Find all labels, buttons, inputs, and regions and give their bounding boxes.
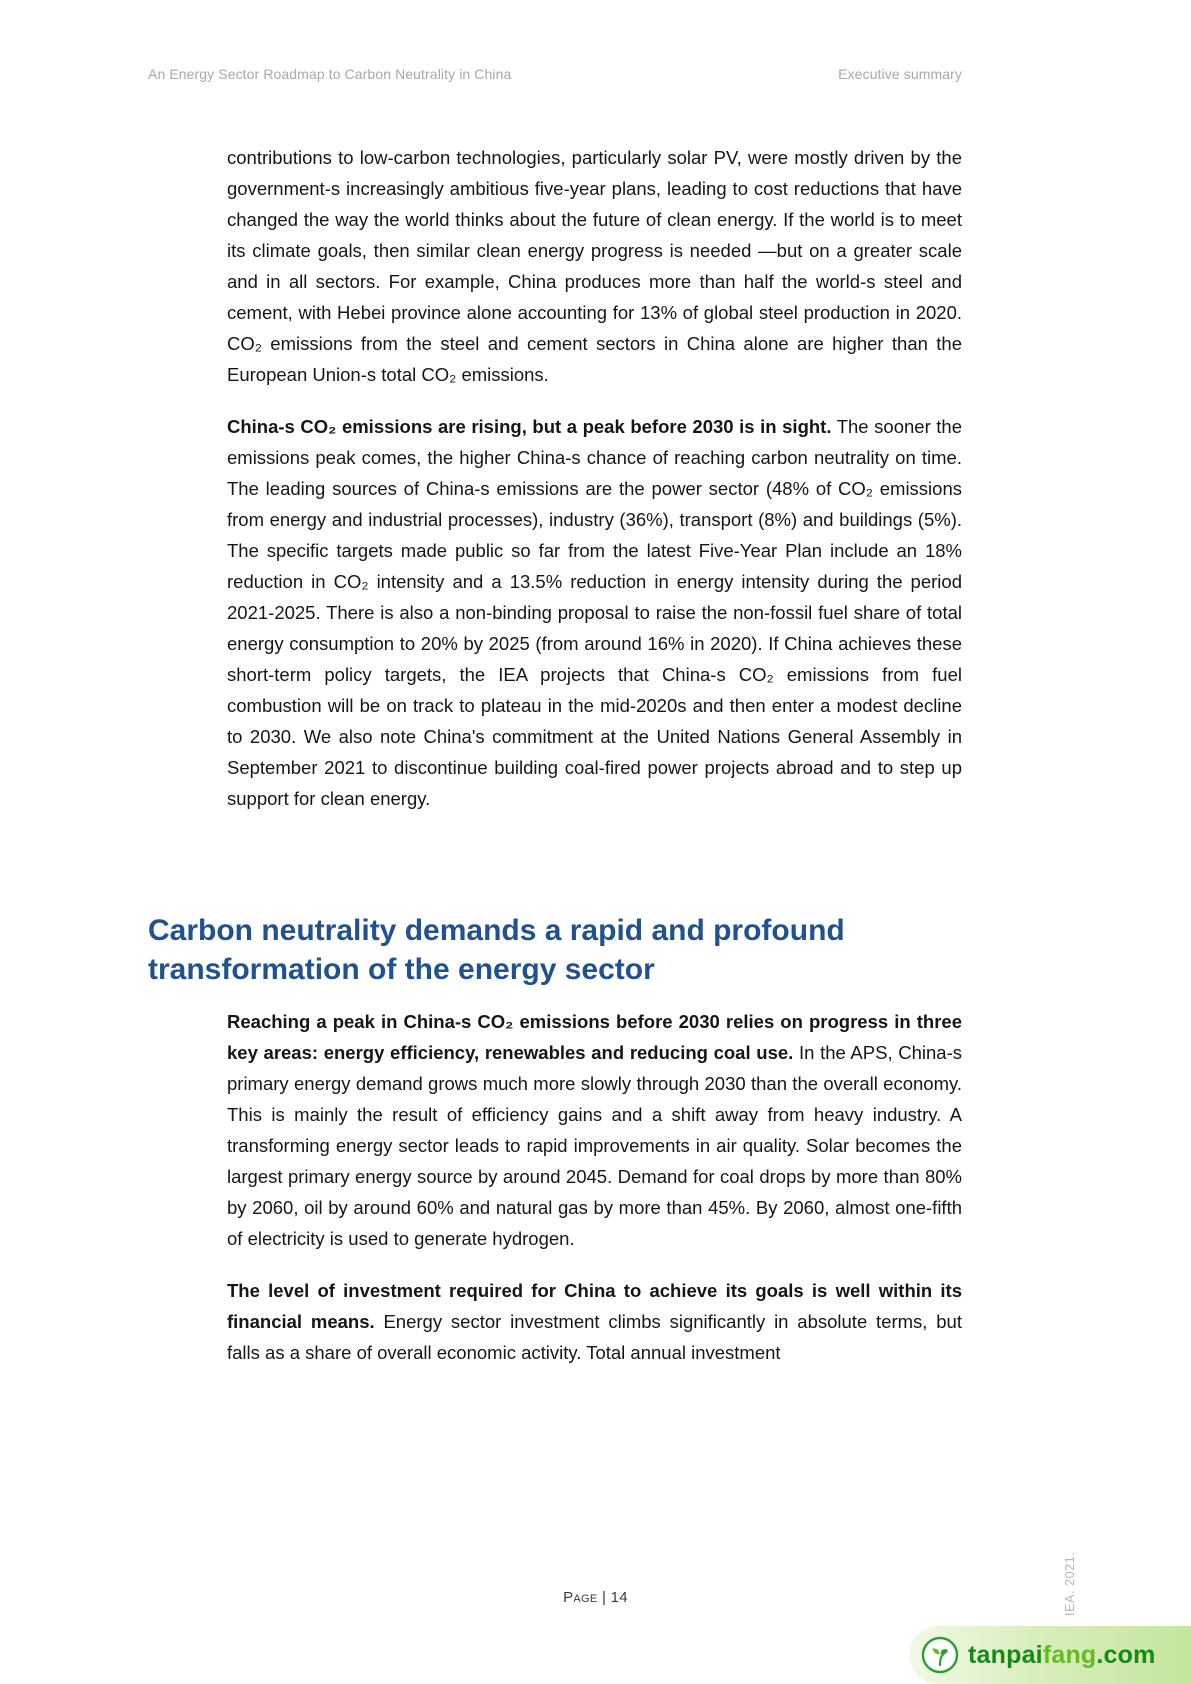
paragraph-bold-lead: The level of investment required for China to achieve its goals is well within its financial means.	[227, 1280, 962, 1332]
copyright-sidenote: IEA. 2021.	[1063, 1551, 1077, 1616]
paragraph-bold-lead: China-s CO₂ emissions are rising, but a peak before 2030 is in sight.	[227, 416, 832, 437]
paragraph-continuation	[227, 142, 962, 390]
watermark-site-text	[968, 1641, 1156, 1670]
watermark-text-part: .com	[1096, 1640, 1156, 1669]
page-number-footer: Page | 14	[563, 1589, 628, 1606]
paragraph-text: Energy sector investment climbs significantly in absolute terms, but falls as a share of overall economic activity. Total annual investment	[227, 1311, 962, 1363]
sprout-leaf-icon	[921, 1636, 959, 1674]
paragraph-investment	[227, 1275, 962, 1368]
paragraph-text: In the APS, China-s primary energy demand grows much more slowly through 2030 than the overall economy. This is mainly the result of efficiency gains and a shift away from heavy industry. A transforming energy sector leads to rapid improvements in air quality. Solar becomes the largest primary energy source by around 2045. Demand for coal drops by more than 80% by 2060, oil by around 60% and natural gas by more than 45%. By 2060, almost one-fifth of electricity is used to generate hydrogen.	[227, 1042, 963, 1249]
section-heading: Carbon neutrality demands a rapid and profound transformation of the energy sector	[148, 914, 845, 986]
text-column	[148, 142, 963, 1389]
watermark-text-part: fang	[1042, 1640, 1097, 1669]
paragraph-bold-lead: Reaching a peak in China-s CO₂ emissions before 2030 relies on progress in three key areas: energy efficiency, renewables and reducing coal use.	[227, 1011, 962, 1063]
header-section-title: Executive summary	[838, 66, 962, 82]
paragraph-emissions-peak	[227, 411, 962, 814]
paragraph-three-key-areas	[227, 1006, 962, 1254]
page-header	[148, 66, 962, 82]
header-document-title: An Energy Sector Roadmap to Carbon Neutrality in China	[148, 66, 512, 82]
paragraph-text: The sooner the emissions peak comes, the higher China-s chance of reaching carbon neutrality on time. The leading sources of China-s emissions are the power sector (48% of CO₂ emissions from energy and industrial processes), industry (36%), transport (8%) and buildings (5%). The specific targets made public so far from the latest Five-Year Plan include an 18% reduction in CO₂ intensity and a 13.5% reduction in energy intensity during the period 2021-2025. There is also a non-binding proposal to raise the non-fossil fuel share of total energy consumption to 20% by 2025 (from around 16% in 2020). If China achieves these short-term policy targets, the IEA projects that China-s CO₂ emissions from fuel combustion will be on track to plateau in the mid-2020s and then enter a modest decline to 2030. We also note China's commitment at the United Nations General Assembly in September 2021 to discontinue building coal-fired power projects abroad and to step up support for clean energy.	[227, 416, 963, 809]
paragraph-text: contributions to low-carbon technologies, particularly solar PV, were mostly driven by the government-s increasingly ambitious five-year plans, leading to cost reductions that have changed the way the world thinks about the future of clean energy. If the world is to meet its climate goals, then similar clean energy progress is needed —but on a greater scale and in all sectors. For example, China produces more than half the world-s steel and cement, with Hebei province alone accounting for 13% of global steel production in 2020. CO₂ emissions from the steel and cement sectors in China alone are higher than the European Union-s total CO₂ emissions.	[227, 147, 962, 385]
watermark-text-part: tanpai	[968, 1640, 1043, 1669]
watermark-banner	[909, 1626, 1191, 1684]
